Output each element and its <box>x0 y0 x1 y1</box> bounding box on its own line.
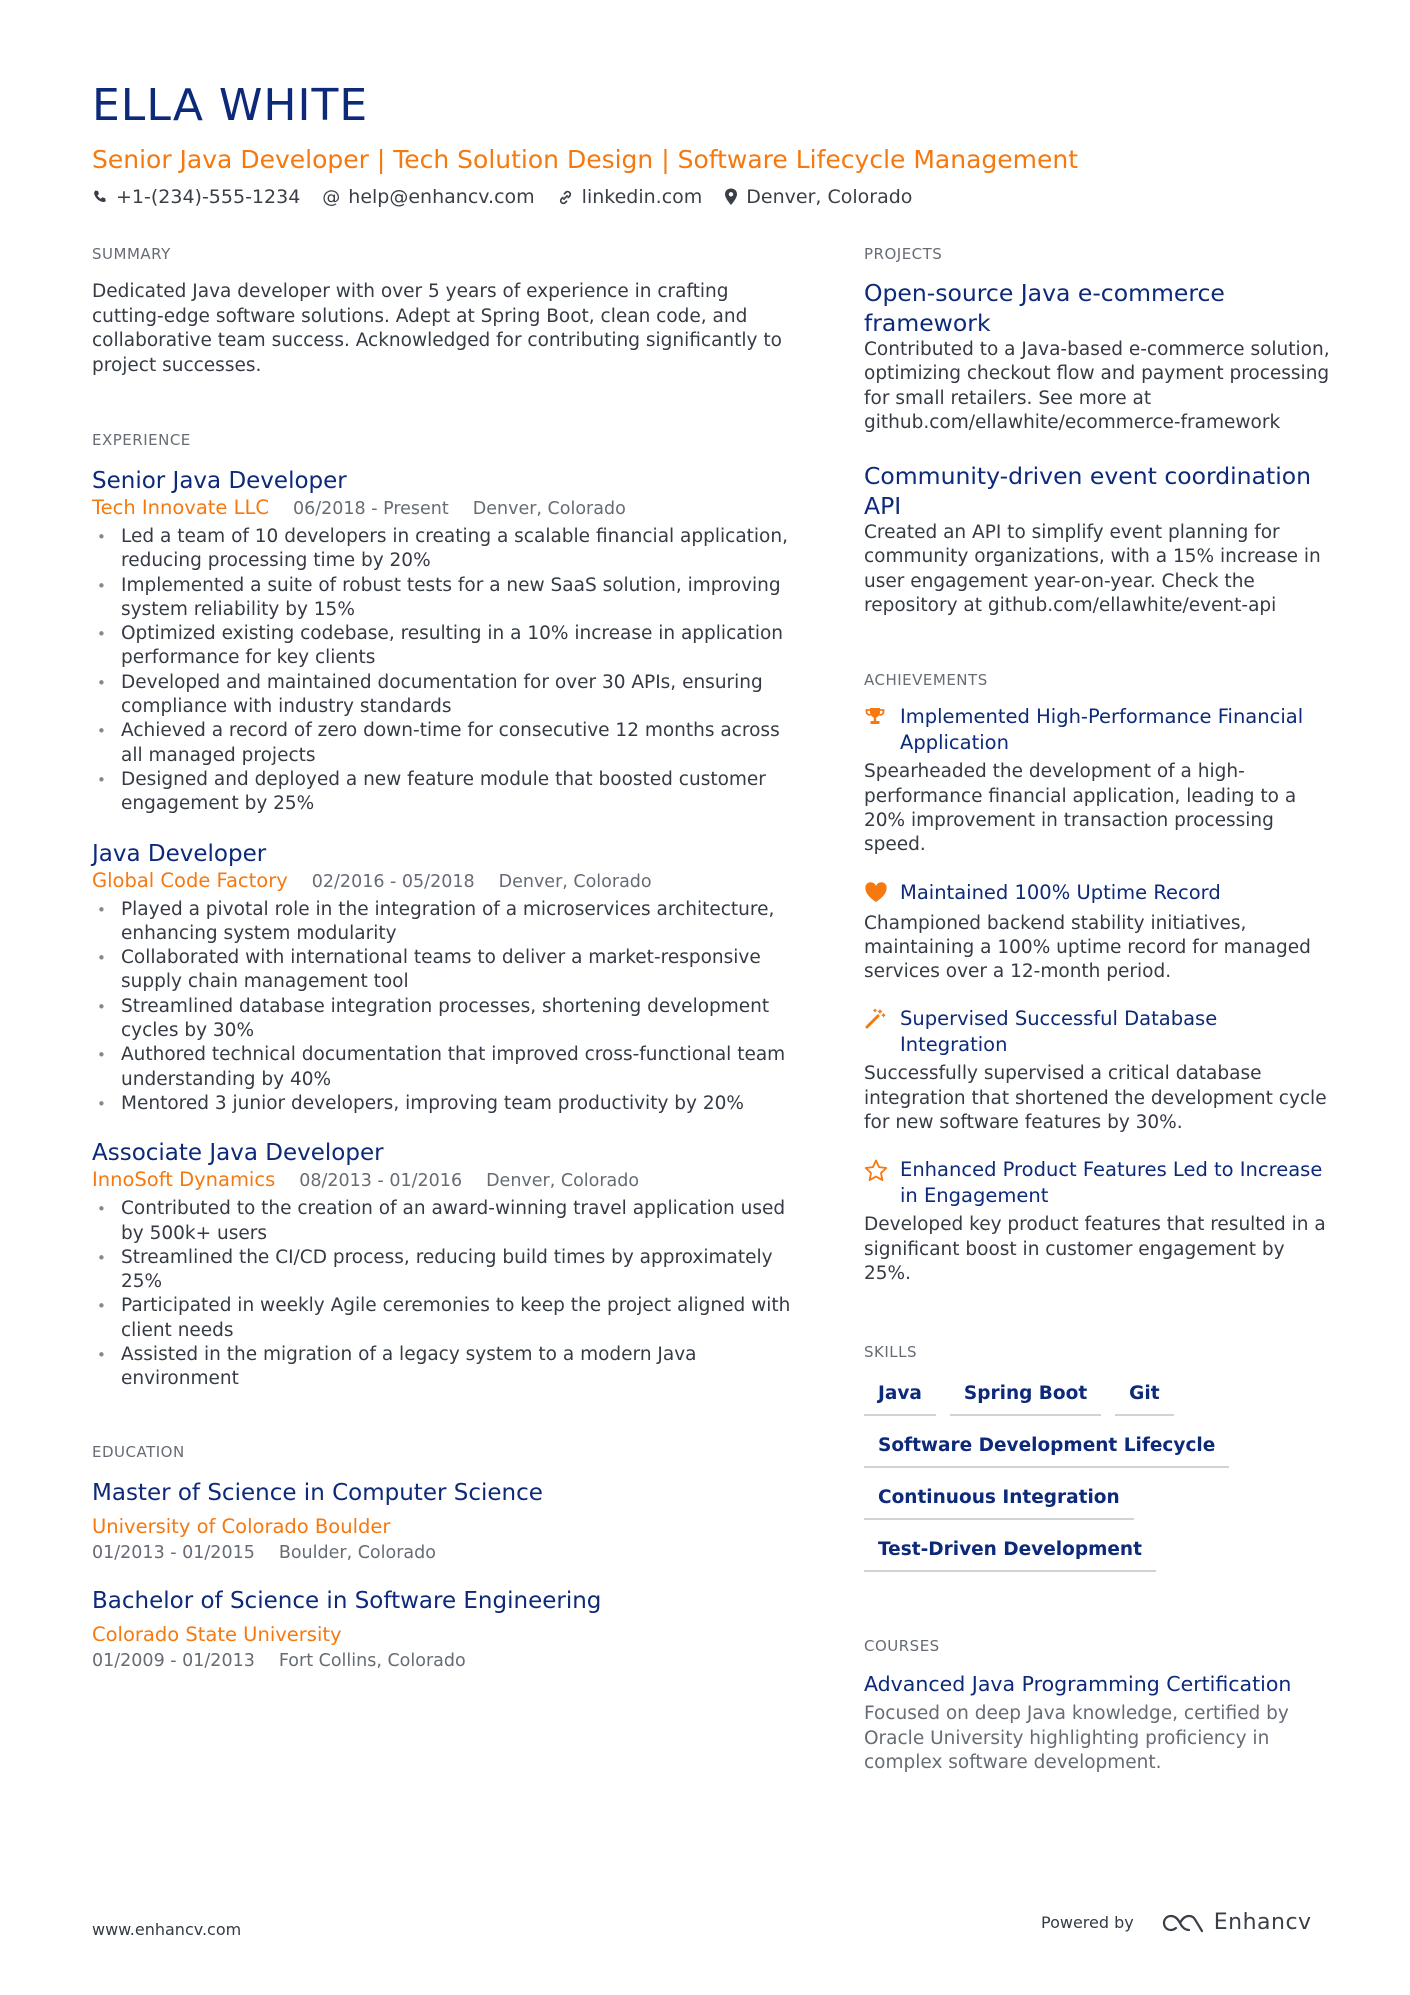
education-location: Fort Collins, Colorado <box>278 1650 466 1671</box>
job-meta <box>92 1168 792 1193</box>
achievement-header <box>864 1006 1330 1058</box>
education-entry <box>92 1478 792 1564</box>
skill-tag: Spring Boot <box>950 1376 1101 1416</box>
education-entry <box>92 1586 792 1672</box>
star-icon <box>864 1157 900 1186</box>
job-bullets <box>92 1197 792 1391</box>
course-description: Focused on deep Java knowledge, certified by Oracle University highlighting proficiency in complex software development. <box>864 1703 1289 1773</box>
achievement-description: Developed key product features that resulted in a significant boost in customer engagement by 25%. <box>864 1214 1326 1284</box>
location-pin-icon <box>724 188 738 206</box>
summary-text: Dedicated Java developer with over 5 years of experience in crafting cutting-edge software solutions. Adept at Spring Boot, clean code, and collaborative team success. Acknowledged for contributing significantly to project successes. <box>92 281 782 376</box>
achievement-title: Supervised Successful Database Integration <box>900 1007 1218 1057</box>
summary-heading: SUMMARY <box>92 245 171 263</box>
magic-wand-icon <box>864 1006 900 1034</box>
achievement-entry <box>864 1006 1330 1135</box>
company-name: Tech Innovate LLC <box>92 496 269 519</box>
bullet-item: • Streamlined database integration processes, shortening development cycles by 30% <box>92 995 792 1044</box>
achievement-entry <box>864 880 1330 985</box>
skills-heading: SKILLS <box>864 1343 918 1362</box>
brand-name: Enhancv <box>1213 1910 1312 1935</box>
location-text: Denver, Colorado <box>746 186 913 208</box>
phone-icon <box>92 189 108 205</box>
headline: Senior Java Developer | Tech Solution Design | Software Lifecycle Management <box>92 145 1079 174</box>
bullet-item: • Optimized existing codebase, resulting in a 10% increase in application performance for key clients <box>92 622 792 671</box>
achievement-entry <box>864 1157 1330 1286</box>
skill-tag: Software Development Lifecycle <box>864 1428 1229 1468</box>
bullet-item: • Assisted in the migration of a legacy system to a modern Java environment <box>92 1343 792 1392</box>
skill-tag: Test-Driven Development <box>864 1532 1156 1572</box>
contact-email[interactable] <box>322 186 534 208</box>
company-name: Global Code Factory <box>92 868 288 892</box>
education-meta <box>92 1650 792 1672</box>
bullet-item: • Developed and maintained documentation for over 30 APIs, ensuring compliance with industry standards <box>92 671 792 720</box>
achievement-header <box>864 1157 1330 1209</box>
degree-title: Master of Science in Computer Science <box>92 1479 543 1506</box>
achievement-title: Enhanced Product Features Led to Increase in Engagement <box>900 1158 1323 1208</box>
achievement-title: Maintained 100% Uptime Record <box>900 880 1221 904</box>
job-title: Associate Java Developer <box>92 1140 384 1167</box>
bullet-item: • Streamlined the CI/CD process, reducing build times by approximately 25% <box>92 1246 792 1295</box>
contact-phone <box>92 186 300 208</box>
course-title: Advanced Java Programming Certification <box>864 1672 1292 1697</box>
bullet-item: • Achieved a record of zero down-time for consecutive 12 months across all managed projects <box>92 719 792 768</box>
achievement-description: Championed backend stability initiatives, maintaining a 100% uptime record for managed services over a 12-month period. <box>864 912 1311 983</box>
education-location: Boulder, Colorado <box>278 1542 436 1563</box>
skill-tag: Git <box>1115 1376 1173 1416</box>
contact-location <box>724 186 912 208</box>
bullet-item: • Designed and deployed a new feature module that boosted customer engagement by 25% <box>92 768 792 817</box>
powered-by-label: Powered by <box>1041 1913 1134 1932</box>
job-location: Denver, Colorado <box>472 499 626 519</box>
job-title: Senior Java Developer <box>92 468 347 494</box>
education-meta <box>92 1542 792 1564</box>
email-address[interactable]: help@enhancv.com <box>348 186 535 208</box>
school-name: Colorado State University <box>92 1622 342 1646</box>
job-entry <box>92 1138 792 1391</box>
project-title: Community-driven event coordination API <box>864 462 1311 521</box>
left-column <box>92 244 792 1672</box>
school-name: University of Colorado Boulder <box>92 1514 391 1538</box>
skill-tag: Continuous Integration <box>864 1480 1134 1520</box>
linkedin-link[interactable]: linkedin.com <box>581 186 703 208</box>
skill-row <box>864 1428 1330 1468</box>
skill-row <box>864 1532 1330 1572</box>
bullet-item: • Played a pivotal role in the integration of a microservices architecture, enhancing system modularity <box>92 898 792 947</box>
bullet-item: • Contributed to the creation of an award-winning travel application used by 500k+ users <box>92 1197 792 1246</box>
job-dates: 02/2016 - 05/2018 <box>311 871 475 892</box>
bullet-item: • Implemented a suite of robust tests for a new SaaS solution, improving system reliability by 15% <box>92 574 792 623</box>
achievement-description: Spearheaded the development of a high-performance financial application, leading to a 20% improvement in transaction processing speed. <box>864 761 1297 856</box>
company-name: InnoSoft Dynamics <box>92 1168 276 1192</box>
job-meta <box>92 496 792 521</box>
job-location: Denver, Colorado <box>486 1171 640 1192</box>
job-title: Java Developer <box>92 840 267 867</box>
achievement-description: Successfully supervised a critical database integration that shortened the development cycle for new software features by 30%. <box>864 1063 1327 1134</box>
bullet-item: • Collaborated with international teams to deliver a market-responsive supply chain management tool <box>92 946 792 995</box>
education-heading: EDUCATION <box>92 1442 185 1461</box>
skill-row <box>864 1480 1330 1520</box>
footer-branding <box>1041 1910 1312 1935</box>
achievements-heading: ACHIEVEMENTS <box>864 671 988 690</box>
bullet-item: • Participated in weekly Agile ceremonies to keep the project aligned with client needs <box>92 1294 792 1343</box>
footer-website[interactable]: www.enhancv.com <box>92 1920 242 1939</box>
courses-heading: COURSES <box>864 1637 940 1656</box>
phone-number: +1-(234)-555-1234 <box>116 186 301 208</box>
project-description: Created an API to simplify event planning for community organizations, with a 15% increase in user engagement year-on-year. Check the repository at github.com/ellawhite/event-api <box>864 522 1321 617</box>
achievement-title: Implemented High-Performance Financial Application <box>900 705 1304 755</box>
degree-title: Bachelor of Science in Software Engineering <box>92 1587 602 1614</box>
heart-icon <box>864 880 900 908</box>
contact-bar <box>92 186 1332 208</box>
link-icon <box>557 189 574 206</box>
bullet-item: • Authored technical documentation that improved cross-functional team understanding by 40% <box>92 1043 792 1092</box>
right-column <box>864 244 1330 1775</box>
experience-heading: EXPERIENCE <box>92 431 191 449</box>
job-meta <box>92 869 792 894</box>
job-entry <box>92 466 792 817</box>
bullet-item: • Led a team of 10 developers in creating a scalable financial application, reducing processing time by 20% <box>92 525 792 574</box>
project-entry <box>864 461 1330 618</box>
at-icon: @ <box>322 186 341 208</box>
projects-heading: PROJECTS <box>864 245 943 263</box>
job-entry <box>92 839 792 1117</box>
project-description: Contributed to a Java-based e-commerce solution, optimizing checkout flow and payment processing for small retailers. See more at github.com/ellawhite/ecommerce-framework <box>864 339 1330 433</box>
skill-row <box>864 1376 1330 1416</box>
education-dates: 01/2013 - 01/2015 <box>92 1542 255 1563</box>
job-bullets <box>92 898 792 1117</box>
job-location: Denver, Colorado <box>498 871 652 892</box>
enhancv-logo-icon <box>1160 1911 1206 1935</box>
project-title: Open-source Java e-commerce framework <box>864 279 1225 337</box>
job-dates: 06/2018 - Present <box>292 499 449 519</box>
skill-tag: Java <box>864 1376 936 1416</box>
achievement-header <box>864 880 1330 908</box>
trophy-icon <box>864 704 900 732</box>
project-entry <box>864 278 1330 435</box>
achievement-entry <box>864 704 1330 857</box>
candidate-name: ELLA WHITE <box>92 80 369 131</box>
resume-header <box>92 80 1332 208</box>
job-dates: 08/2013 - 01/2016 <box>299 1171 463 1192</box>
achievement-header <box>864 704 1330 756</box>
bullet-item: • Mentored 3 junior developers, improving team productivity by 20% <box>92 1092 792 1116</box>
skills-list <box>864 1376 1330 1572</box>
education-dates: 01/2009 - 01/2013 <box>92 1650 255 1671</box>
contact-linkedin[interactable] <box>557 186 703 208</box>
job-bullets <box>92 525 792 817</box>
